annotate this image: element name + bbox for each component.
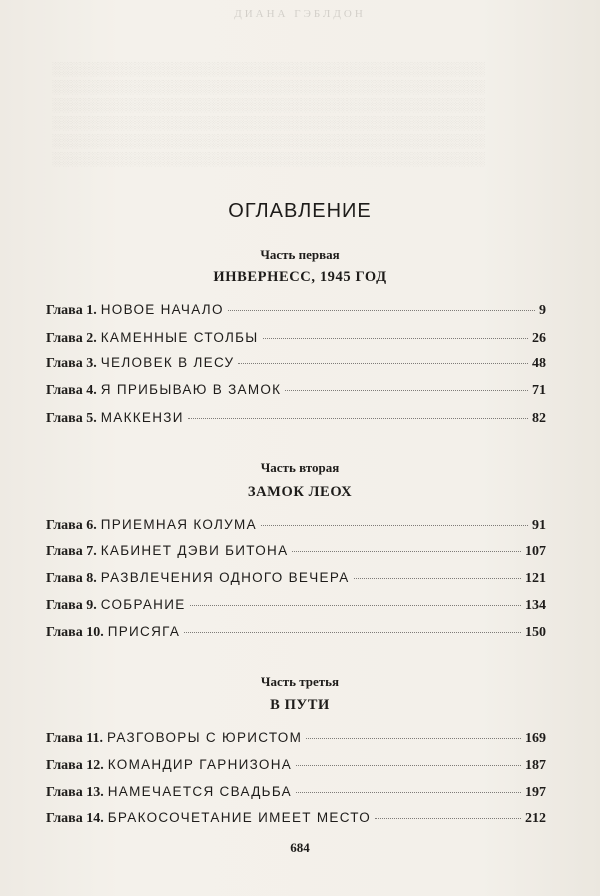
chapter-label: Глава 12. bbox=[46, 758, 104, 773]
chapter-title: КОМАНДИР ГАРНИЗОНА bbox=[107, 757, 293, 772]
chapter-page: 134 bbox=[525, 598, 546, 613]
chapter-label: Глава 3. bbox=[46, 356, 97, 371]
part-2-label: Часть вторая bbox=[260, 460, 340, 475]
chapter-label: Глава 7. bbox=[46, 544, 97, 559]
dot-leader bbox=[190, 605, 521, 606]
toc-entry-chapter-11[interactable] bbox=[46, 730, 546, 750]
part-3-title: В ПУТИ bbox=[270, 697, 330, 713]
toc-entry-chapter-14[interactable] bbox=[46, 810, 546, 830]
chapter-label: Глава 1. bbox=[46, 303, 97, 318]
chapter-page: 82 bbox=[532, 411, 546, 426]
chapter-label: Глава 14. bbox=[46, 811, 104, 826]
dot-leader bbox=[228, 310, 535, 311]
part-3-label: Часть третья bbox=[260, 674, 340, 689]
chapter-title: БРАКОСОЧЕТАНИЕ ИМЕЕТ МЕСТО bbox=[107, 810, 372, 825]
chapter-title: РАЗВЛЕЧЕНИЯ ОДНОГО ВЕЧЕРА bbox=[100, 570, 350, 585]
chapter-page: 71 bbox=[532, 383, 546, 398]
chapter-title: КАМЕННЫЕ СТОЛБЫ bbox=[100, 330, 259, 345]
chapter-label: Глава 10. bbox=[46, 625, 104, 640]
dot-leader bbox=[238, 363, 528, 364]
chapter-page: 197 bbox=[525, 785, 546, 800]
dot-leader bbox=[188, 418, 528, 419]
dot-leader bbox=[263, 338, 528, 339]
chapter-page: 187 bbox=[525, 758, 546, 773]
dot-leader bbox=[285, 390, 528, 391]
chapter-page: 169 bbox=[525, 731, 546, 746]
toc-entry-chapter-10[interactable] bbox=[46, 624, 546, 644]
chapter-label: Глава 2. bbox=[46, 331, 97, 346]
show-through-running-head: ДИАНА ГЭБЛДОН bbox=[234, 8, 366, 20]
chapter-label: Глава 13. bbox=[46, 785, 104, 800]
chapter-title: ПРИСЯГА bbox=[107, 624, 181, 639]
chapter-page: 26 bbox=[532, 331, 546, 346]
chapter-title: Я ПРИБЫВАЮ В ЗАМОК bbox=[100, 382, 282, 397]
dot-leader bbox=[292, 551, 521, 552]
chapter-title: НОВОЕ НАЧАЛО bbox=[100, 302, 224, 317]
chapter-page: 212 bbox=[525, 811, 546, 826]
page-number: 684 bbox=[290, 840, 310, 855]
part-1-title: ИНВЕРНЕСС, 1945 ГОД bbox=[213, 269, 387, 285]
chapter-label: Глава 11. bbox=[46, 731, 103, 746]
toc-entry-chapter-8[interactable] bbox=[46, 570, 546, 590]
toc-entry-chapter-5[interactable] bbox=[46, 410, 546, 430]
toc-entry-chapter-13[interactable] bbox=[46, 784, 546, 804]
chapter-title: РАЗГОВОРЫ С ЮРИСТОМ bbox=[106, 730, 303, 745]
dot-leader bbox=[296, 792, 521, 793]
dot-leader bbox=[354, 578, 521, 579]
toc-entry-chapter-12[interactable] bbox=[46, 757, 546, 777]
toc-entry-chapter-7[interactable] bbox=[46, 543, 546, 563]
toc-entry-chapter-3[interactable] bbox=[46, 355, 546, 375]
chapter-title: КАБИНЕТ ДЭВИ БИТОНА bbox=[100, 543, 289, 558]
toc-title: ОГЛАВЛЕНИЕ bbox=[228, 200, 372, 222]
dot-leader bbox=[306, 738, 521, 739]
chapter-page: 91 bbox=[532, 518, 546, 533]
chapter-page: 48 bbox=[532, 356, 546, 371]
chapter-label: Глава 9. bbox=[46, 598, 97, 613]
dot-leader bbox=[184, 632, 521, 633]
chapter-label: Глава 4. bbox=[46, 383, 97, 398]
toc-entry-chapter-9[interactable] bbox=[46, 597, 546, 617]
dot-leader bbox=[375, 818, 521, 819]
toc-entry-chapter-6[interactable] bbox=[46, 517, 546, 537]
part-2-title: ЗАМОК ЛЕОХ bbox=[247, 484, 353, 500]
chapter-title: ЧЕЛОВЕК В ЛЕСУ bbox=[100, 355, 235, 370]
chapter-label: Глава 5. bbox=[46, 411, 97, 426]
show-through-text: ░░░░░░░░░░░░░░░░░░░░░░░░░░░░░░░░░░░░░░░░░░░░░░░ ░░░░░░░░░░░░░░░░░░░░░░░░░░░░░░░░░░░░░░░░░░░░░░░ ░░░░░░░░░░░░░░░░░░░░░░░░░░░░░░░░░░░░░░░░░░░░░░░ ░░░░░░░░░░░░░░░░░░░░░░░░░░░░░░░░░░░░░░░░░░░░░░░ ░░░░░░░░░░░░░░░░░░░░░░░░░░░░░░░░░░░░░░░░░░░░░░░ ░░░░░░░░░░░░░░░░░░░░░░░░░░░░░░░░░░░░░░░░░░░░░░░ bbox=[52, 61, 485, 166]
chapter-title: СОБРАНИЕ bbox=[100, 597, 186, 612]
dot-leader bbox=[296, 765, 521, 766]
chapter-label: Глава 8. bbox=[46, 571, 97, 586]
toc-entry-chapter-2[interactable] bbox=[46, 330, 546, 350]
chapter-page: 121 bbox=[525, 571, 546, 586]
chapter-title: НАМЕЧАЕТСЯ СВАДЬБА bbox=[107, 784, 292, 799]
chapter-page: 107 bbox=[525, 544, 546, 559]
chapter-page: 150 bbox=[525, 625, 546, 640]
toc-entry-chapter-4[interactable] bbox=[46, 382, 546, 402]
dot-leader bbox=[261, 525, 528, 526]
chapter-title: ПРИЕМНАЯ КОЛУМА bbox=[100, 517, 257, 532]
toc-entry-chapter-1[interactable] bbox=[46, 302, 546, 322]
chapter-label: Глава 6. bbox=[46, 518, 97, 533]
chapter-page: 9 bbox=[539, 303, 546, 318]
chapter-title: МАККЕНЗИ bbox=[100, 410, 184, 425]
part-1-label: Часть первая bbox=[260, 247, 340, 262]
